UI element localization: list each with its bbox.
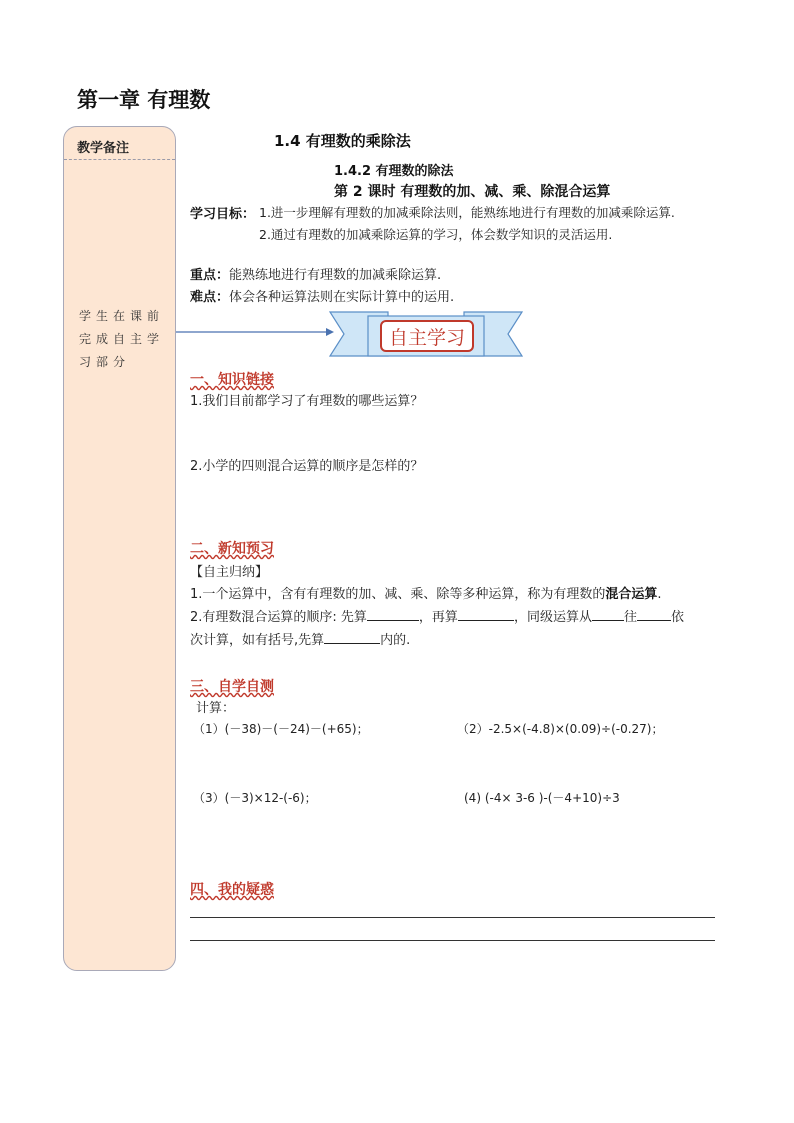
chapter-title: 第一章 有理数	[77, 88, 211, 112]
key-point	[190, 264, 441, 283]
summary-line-1: 1.一个运算中，含有有理数的加、减、乘、除等多种运算，称为有理数的混合运算.	[190, 587, 662, 602]
mixed-operation-term: 混合运算	[605, 587, 658, 602]
goal-item-1: 1.进一步理解有理数的加减乘除法则，能熟练地进行有理数的加减乘除运算.	[259, 205, 675, 220]
arrow-icon	[176, 325, 336, 339]
key-point-text: 能熟练地进行有理数的加减乘除运算.	[229, 268, 442, 283]
answer-line[interactable]	[190, 940, 715, 941]
fill-blank[interactable]	[637, 608, 671, 621]
problem-2: （2）-2.5×(-4.8)×(0.09)÷(-0.27)；	[457, 722, 664, 736]
answer-line[interactable]	[190, 917, 715, 918]
summary-line-2: 2.有理数混合运算的顺序: 先算 ，再算 ，同级运算从 往 依	[190, 610, 684, 625]
part4-heading: 四、我的疑惑	[190, 882, 274, 898]
section-title: 1.4 有理数的乘除法	[274, 132, 411, 150]
subsection-title: 1.4.2 有理数的除法	[334, 164, 454, 179]
sidebar-title: 教学备注	[77, 141, 130, 156]
problem-3: （3）(－3)×12-(-6)；	[193, 791, 317, 805]
difficulty	[190, 286, 454, 305]
part3-heading: 三、自学自测	[190, 679, 274, 695]
goals-label: 学习目标：	[190, 207, 256, 222]
problem-4: (4) (-4× 3-6 )-(－4+10)÷3	[464, 791, 620, 805]
summary-line-3: 次计算，如有括号,先算 内的.	[190, 633, 411, 648]
question-2: 2.小学的四则混合运算的顺序是怎样的？	[190, 459, 424, 474]
difficulty-label: 难点：	[190, 290, 230, 305]
teaching-notes-sidebar	[63, 126, 176, 971]
fill-blank[interactable]	[367, 608, 419, 621]
part1-heading: 一、知识链接	[190, 372, 274, 388]
summary-bracket: 【自主归纳】	[190, 565, 269, 580]
difficulty-text: 体会各种运算法则在实际计算中的运用.	[229, 290, 455, 305]
fill-blank[interactable]	[592, 608, 624, 621]
part2-heading: 二、新知预习	[190, 541, 274, 557]
fill-blank[interactable]	[324, 631, 380, 644]
self-study-banner	[328, 306, 524, 364]
goal-item-2: 2.通过有理数的加减乘除运算的学习，体会数学知识的灵活运用.	[259, 227, 613, 242]
banner-label: 自主学习	[380, 320, 474, 352]
question-1: 1.我们目前都学习了有理数的哪些运算？	[190, 394, 424, 409]
sidebar-note: 学生在课前完成自主学习部分	[79, 309, 165, 369]
key-point-label: 重点：	[190, 268, 230, 283]
sidebar-divider	[64, 159, 175, 160]
lesson-title: 第 2 课时 有理数的加、减、乘、除混合运算	[334, 184, 611, 200]
problem-1: （1）(－38)－(－24)－(+65)；	[193, 722, 369, 736]
calc-intro: 计算：	[196, 701, 236, 716]
fill-blank[interactable]	[458, 608, 514, 621]
